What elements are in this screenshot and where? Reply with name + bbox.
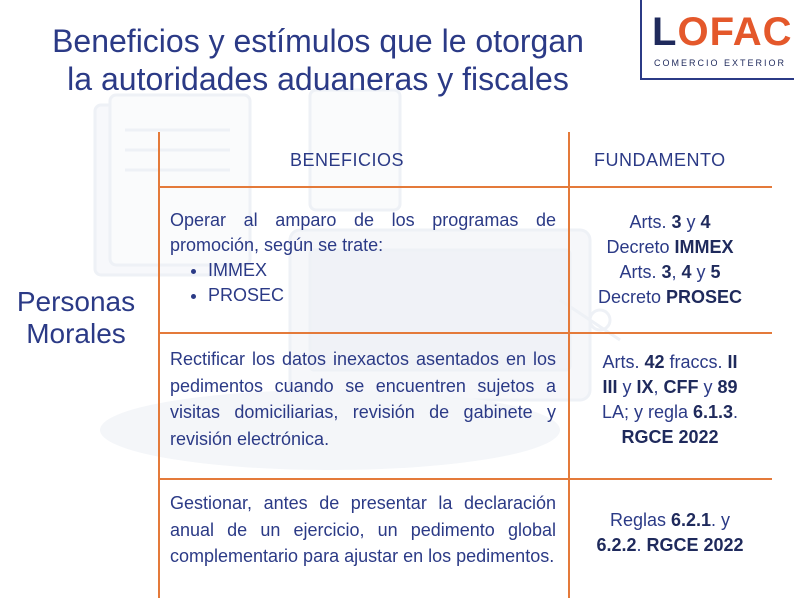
fund-ref: 4 bbox=[681, 262, 692, 282]
fund-ref: IMMEX bbox=[674, 237, 734, 257]
fund-text: Decreto bbox=[606, 237, 675, 257]
column-header-beneficios: BENEFICIOS bbox=[290, 150, 405, 170]
fundamento-cell-3 bbox=[574, 508, 766, 558]
benefit-cell-3: Gestionar, antes de presentar la declaración anual de un ejercicio, un pedimento global complementario para ajustar en los pedimentos. bbox=[170, 493, 556, 566]
fund-ref: 3 bbox=[671, 212, 682, 232]
header-divider bbox=[158, 186, 772, 188]
fund-ref: PROSEC bbox=[666, 287, 743, 307]
program-list bbox=[170, 258, 556, 308]
fund-text: y bbox=[617, 377, 637, 397]
logo-tagline: COMERCIO EXTERIOR bbox=[654, 58, 787, 68]
fund-text: y bbox=[691, 262, 711, 282]
fundamento-cell-1 bbox=[574, 210, 766, 310]
fund-ref: 3 bbox=[661, 262, 672, 282]
logo-letter-l: L bbox=[652, 10, 678, 54]
persona-line-2: Morales bbox=[26, 318, 126, 349]
fund-text: y bbox=[681, 212, 701, 232]
fund-text: , bbox=[671, 262, 682, 282]
fund-ref: 6.2.1 bbox=[670, 510, 712, 530]
fund-ref: III bbox=[602, 377, 618, 397]
fund-text: , bbox=[653, 377, 664, 397]
fund-text: fraccs. bbox=[664, 352, 728, 372]
fund-text: y bbox=[698, 377, 718, 397]
fund-ref: RGCE 2022 bbox=[646, 535, 744, 555]
fund-ref: 4 bbox=[700, 212, 711, 232]
fund-text: . y bbox=[711, 510, 731, 530]
benefit-cell-1 bbox=[170, 208, 556, 308]
title-line-2: la autoridades aduaneras y fiscales bbox=[67, 61, 569, 97]
fundamento-cell-2 bbox=[574, 350, 766, 450]
list-item-prosec: • PROSEC bbox=[208, 283, 556, 308]
logo-letters-fac: FAC bbox=[709, 10, 793, 54]
fund-ref: 5 bbox=[710, 262, 721, 282]
fund-ref: II bbox=[727, 352, 738, 372]
fund-ref: 6.1.3 bbox=[692, 402, 734, 422]
fund-text: Decreto bbox=[597, 287, 666, 307]
page-title bbox=[18, 22, 618, 98]
fund-text: Reglas bbox=[609, 510, 671, 530]
table-divider-left bbox=[158, 132, 160, 598]
benefit-cell-2: Rectificar los datos inexactos asentados en los pedimentos cuando se encuentren sujetos a visitas domiciliarias, revisión de gabinete y revisión electrónica. bbox=[170, 349, 556, 449]
benefit-text-1: Operar al amparo de los programas de promoción, según se trate: bbox=[170, 210, 556, 255]
company-logo bbox=[640, 0, 794, 80]
title-line-1: Beneficios y estímulos que le otorgan bbox=[52, 23, 584, 59]
column-header-fundamento: FUNDAMENTO bbox=[594, 150, 726, 170]
row-label-personas-morales bbox=[10, 286, 142, 350]
list-item-immex: • IMMEX bbox=[208, 258, 556, 283]
logo-letter-o: O bbox=[677, 10, 710, 54]
fund-ref: RGCE 2022 bbox=[621, 427, 719, 447]
fund-text: . bbox=[733, 402, 739, 422]
fund-text: Arts. bbox=[629, 212, 672, 232]
row-divider-1 bbox=[158, 332, 772, 334]
persona-line-1: Personas bbox=[16, 286, 136, 317]
fund-text: Arts. bbox=[602, 352, 645, 372]
fund-ref: 6.2.2 bbox=[596, 535, 637, 555]
logo-wordmark bbox=[652, 12, 793, 52]
fund-text: . bbox=[636, 535, 647, 555]
fund-ref: 42 bbox=[644, 352, 665, 372]
row-divider-2 bbox=[158, 478, 772, 480]
fund-text: Arts. bbox=[619, 262, 662, 282]
fund-ref: CFF bbox=[663, 377, 699, 397]
fund-ref: IX bbox=[636, 377, 654, 397]
fund-text: LA; y regla bbox=[601, 402, 693, 422]
table-divider-middle bbox=[568, 132, 570, 598]
fund-ref: 89 bbox=[717, 377, 738, 397]
